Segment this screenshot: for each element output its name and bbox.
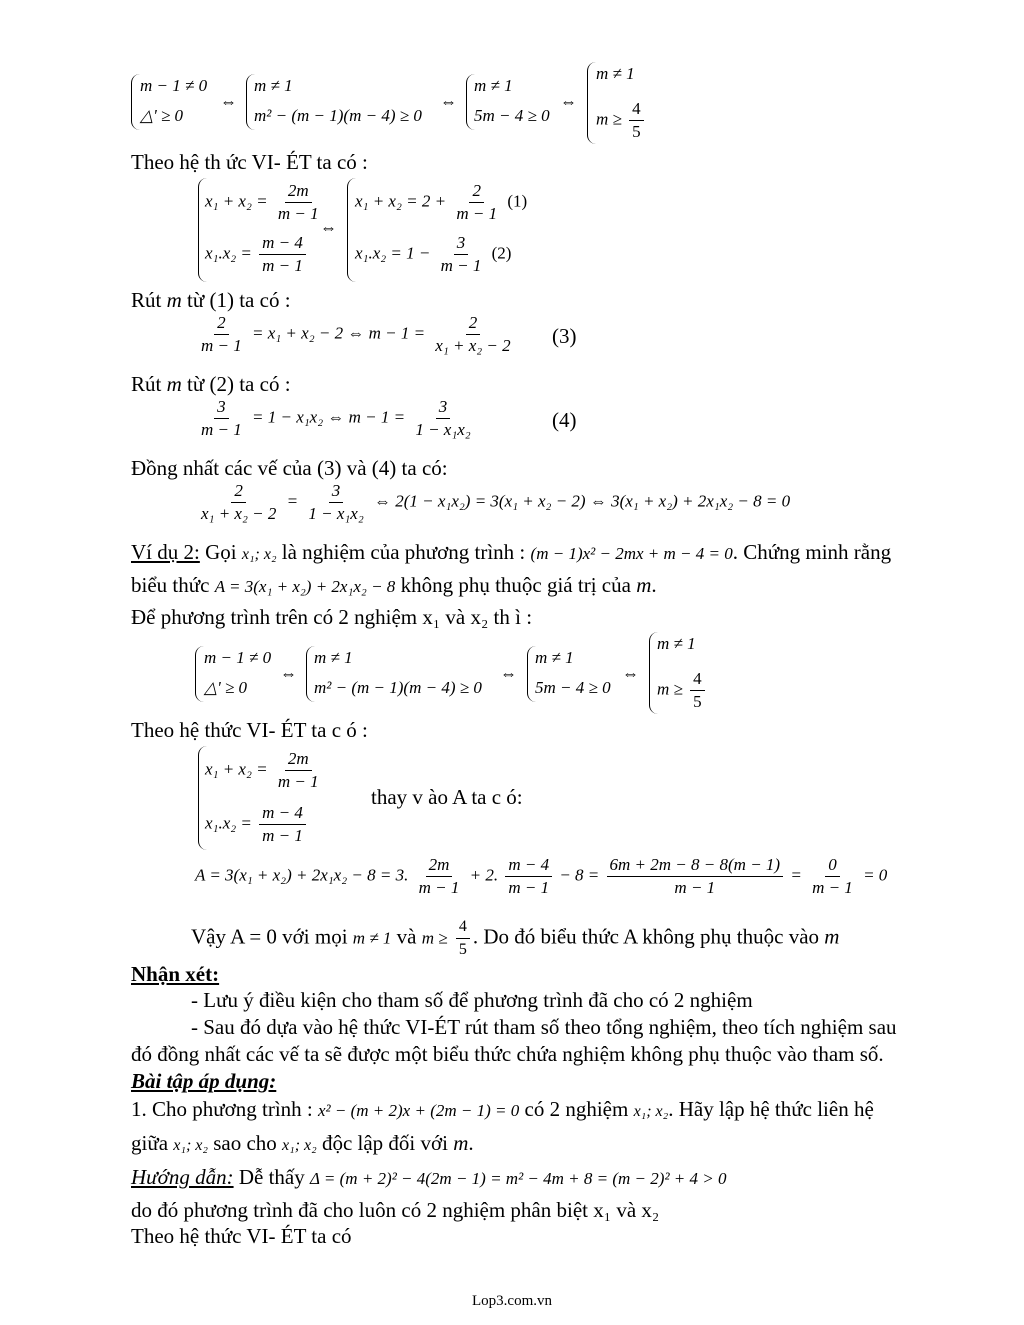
condition-line: △' ≥ 0 (204, 678, 248, 697)
note-bullet: - Sau đó dựa vào hệ thức VI-ÉT rút tham số theo tổng nghiệm, theo tích nghiệm sau (191, 1015, 897, 1039)
brace (131, 74, 140, 130)
formula: x₁.x₂ = $\frac{m - 4}{m - 1}$ (205, 802, 309, 847)
condition-line: m ≠ 1 (596, 64, 635, 83)
equiv-arrow: ⇔ (560, 92, 577, 111)
note-bullet: đó đồng nhất các vế ta sẽ được một biểu thức chứa nghiệm không phụ thuộc vào tham số. (131, 1042, 884, 1066)
conclusion-line: Vậy A = 0 với mọi m ≠ 1 và m ≥ $\frac{4}{5}$ . Do đó biểu thức A không phụ thuộc vào m (191, 918, 840, 958)
formula-5: $\frac{2}{\text{x₁ + x₂ − 2}}$ = $\frac{3}{\text{1 − x₁x₂}}$ ⇔ 2(1 − x₁x₂) = 3(x₁ + x₂ − 2) ⇔ 3(x₁ + x₂) + 2x₁x₂ − 8 = 0 (201, 481, 791, 523)
exercise-line: giữa x₁; x₂ sao cho x₁; x₂ độc lập đối với m. (131, 1131, 474, 1155)
equiv-arrow: ⇔ (622, 664, 639, 683)
formula-3: $\frac{2}{m - 1}$ = x₁ + x₂ − 2 ⇔ m − 1 = $\frac{2}{\text{x₁ + x₂ − 2}}$ (201, 313, 511, 355)
text-line: Rút m từ (2) ta có : (131, 372, 291, 396)
condition-line: m ≥ $\frac{4}{5}$ (657, 668, 708, 713)
formula: x₁ + x₂ = $\frac{2m}{m - 1}$ (205, 749, 319, 791)
text-line: Theo hệ thức VI- ÉT ta c ó : (131, 718, 368, 742)
formula: x₁ + x₂ = 2 + $\frac{2}{m - 1}$ (1) (355, 181, 528, 223)
brace (587, 62, 596, 144)
text-line: do đó phương trình đã cho luôn có 2 nghiệm phân biệt x₁ và x₂ (131, 1198, 660, 1222)
nhan-xet-heading: Nhận xét: (131, 962, 220, 986)
note-bullet: - Lưu ý điều kiện cho tham số để phương trình đã cho có 2 nghiệm (191, 988, 753, 1012)
condition-line: m − 1 ≠ 0 (204, 648, 272, 667)
example-2-line: Ví dụ 2: Gọi x₁; x₂ là nghiệm của phương trình : (m − 1)x² − 2mx + m − 4 = 0. Chứng minh rằng (131, 540, 892, 564)
hint-line: Hướng dẫn: Dễ thấy Δ = (m + 2)² − 4(2m − 1) = m² − 4m + 8 = (m − 2)² + 4 > 0 (131, 1165, 727, 1189)
condition-line: m ≥ $\frac{4}{5}$ (596, 98, 647, 143)
condition-line: m − 1 ≠ 0 (140, 76, 208, 95)
text-line: Rút m từ (1) ta có : (131, 288, 291, 312)
formula: x₁ + x₂ = $\frac{2m}{m - 1}$ (205, 181, 319, 223)
example-2-line: biểu thức A = 3(x₁ + x₂) + 2x₁x₂ − 8 không phụ thuộc giá trị của m. (131, 573, 657, 597)
text-line: Đồng nhất các vế của (3) và (4) ta có: (131, 456, 448, 480)
condition-line: m ≠ 1 (314, 648, 353, 667)
exercise-line: 1. Cho phương trình : x² − (m + 2)x + (2m − 1) = 0 có 2 nghiệm x₁; x₂. Hãy lập hệ thức liên hệ (131, 1097, 874, 1121)
formula-A: A = 3(x₁ + x₂) + 2x₁x₂ − 8 = 3. $\frac{2m}{m - 1}$ + 2. $\frac{m - 4}{m - 1}$ − 8 = $\frac{6m + 2m - 8 - 8(m - 1)}{m - 1}$ = $\frac{0}{m - 1}$ = 0 (195, 855, 888, 897)
condition-line: m ≠ 1 (535, 648, 574, 667)
text-line: Để phương trình trên có 2 nghiệm x₁ và x₂ th ì : (131, 605, 533, 629)
condition-line: m ≠ 1 (254, 76, 293, 95)
brace (195, 646, 204, 702)
condition-line: m ≠ 1 (474, 76, 513, 95)
equiv-arrow: ⇔ (280, 664, 297, 683)
exercise-heading: Bài tập áp dụng: (131, 1069, 277, 1093)
condition-line: △' ≥ 0 (140, 106, 184, 125)
equiv-arrow: ⇔ (440, 92, 457, 111)
condition-line: 5m − 4 ≥ 0 (474, 106, 550, 125)
equiv-arrow: ⇔ (220, 92, 237, 111)
footer-site: Lop3.com.vn (472, 1293, 552, 1309)
formula: x₁.x₂ = 1 − $\frac{3}{m - 1}$ (2) (355, 233, 512, 275)
formula: x₁.x₂ = $\frac{m - 4}{m - 1}$ (205, 232, 309, 277)
text-line: Theo hệ thức VI- ÉT ta có (131, 1224, 352, 1248)
formula-4: $\frac{3}{m - 1}$ = 1 − x₁x₂ ⇔ m − 1 = $\frac{3}{\text{1 − x₁x₂}}$ (201, 397, 471, 439)
condition-line: m² − (m − 1)(m − 4) ≥ 0 (314, 678, 482, 697)
equiv-arrow: ⇔ (500, 664, 517, 683)
equation-tag: (4) (552, 408, 577, 432)
text-line: thay v ào A ta c ó: (371, 785, 523, 809)
text-line: Theo hệ th ức VI- ÉT ta có : (131, 150, 368, 174)
equiv-arrow: ⇔ (320, 218, 337, 237)
condition-line: m² − (m − 1)(m − 4) ≥ 0 (254, 106, 422, 125)
condition-line: 5m − 4 ≥ 0 (535, 678, 611, 697)
equation-tag: (3) (552, 324, 577, 348)
condition-line: m ≠ 1 (657, 634, 696, 653)
